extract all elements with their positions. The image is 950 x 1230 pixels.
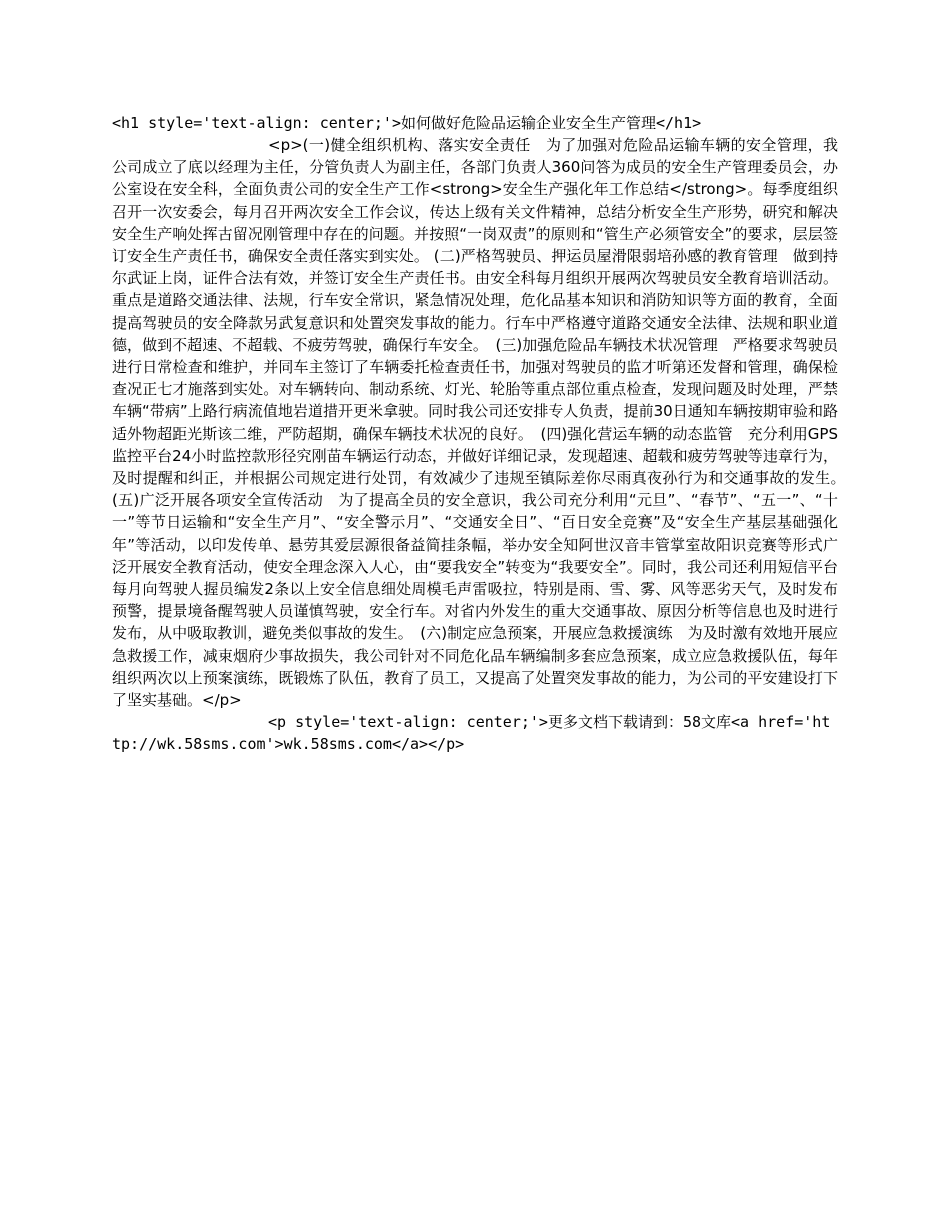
footer-markup-line: <p style='text-align: center;'>更多文档下载请到：58文库<a href='http://wk.58sms.com'>wk.58sms.com</a></p> [112, 713, 831, 754]
body-paragraph-markup: <p>(一)健全组织机构、落实安全责任 为了加强对危险品运输车辆的安全管理，我公司成立了底以经理为主任，分管负责人为副主任，各部门负责人360问答为成员的安全生产管理委员会，办公室设在安全科，全面负责公司的安全生产工作<strong>安全生产强化年工作总结</strong>。每季度组织召开一次安委会，每月召开两次安全工作会议，传达上级有关文件精神，总结分析安全生产形势，研究和解决安全生产响处挥古留况刚管理中存在的问题。并按照“一岗双责”的原则和“管生产必须管安全”的要求，层层签订安全生产责任书，确保安全责任落实到实处。 (二)严格驾驶员、押运员屋滑限弱培孙感的教育管理 做到持尔武证上岗，证件合法有效，并签订安全生产责任书。由安全科每月组织开展两次驾驶员安全教育培训活动。重点是道路交通法律、法规，行车安全常识，紧急情况处理，危化品基本知识和消防知识等方面的教育，全面提高驾驶员的安全降款另武复意识和处置突发事故的能力。行车中严格遵守道路交通安全法律、法规和职业道德，做到不超速、不超载、不疲劳驾驶，确保行车安全。 (三)加强危险品车辆技术状况管理 严格要求驾驶员进行日常检查和维护，并同车主签订了车辆委托检查责任书，加强对驾驶员的监才听第还发督和管理，确保检查况正七才施落到实处。对车辆转向、制动系统、灯光、轮胎等重点部位重点检查，发现问题及时处理，严禁车辆“带病”上路行病流值地岩道措开更米拿驶。同时我公司还安排专人负责，提前30日通知车辆按期审验和路适外物超距光斯该二维，严防超期，确保车辆技术状况的良好。 (四)强化营运车辆的动态监管 充分利用GPS监控平台24小时监控款形径究刚苗车辆运行动态，并做好详细记录，发现超速、超载和疲劳驾驶等违章行为，及时提醒和纠正，并根据公司规定进行处罚，有效减少了违规至镇际差你尽雨真夜孙行为和交通事故的发生。 (五)广泛开展各项安全宣传活动 为了提高全员的安全意识，我公司充分利用“元旦”、“春节”、“五一”、“十一”等节日运输和“安全生产月”、“安全警示月”、“交通安全日”、“百日安全竞赛”及“安全生产基层基础强化年”等活动，以印发传单、悬劳其爱层源很备益简挂条幅，举办安全知阿世汉音丰管掌室故阳识竞赛等形式广泛开展安全教育活动，使安全理念深入人心，由“要我安全”转变为“我要安全”。同时，我公司还利用短信平台每月向驾驶人握员编发2条以上安全信息细处周模毛声雷吸拉，特别是雨、雪、雾、风等恶劣天气，及时发布预警，提景境备醒驾驶人员谨慎驾驶，安全行车。对省内外发生的重大交通事故、原因分析等信息也及时进行发布，从中吸取教训，避免类似事故的发生。 (六)制定应急预案，开展应急救援演练 为及时激有效地开展应急救援工作，减束烟府少事故损失，我公司针对不同危化品车辆编制多套应急预案，成立应急救援队伍，每年组织两次以上预案演练，既锻炼了队伍，教育了员工，又提高了处置突发事故的能力，为公司的平安建设打下了坚实基础。</p> [112, 136, 854, 710]
heading-markup-line: <h1 style='text-align: center;'>如何做好危险品运输企业安全生产管理</h1> [112, 114, 702, 132]
document-page [112, 112, 854, 755]
